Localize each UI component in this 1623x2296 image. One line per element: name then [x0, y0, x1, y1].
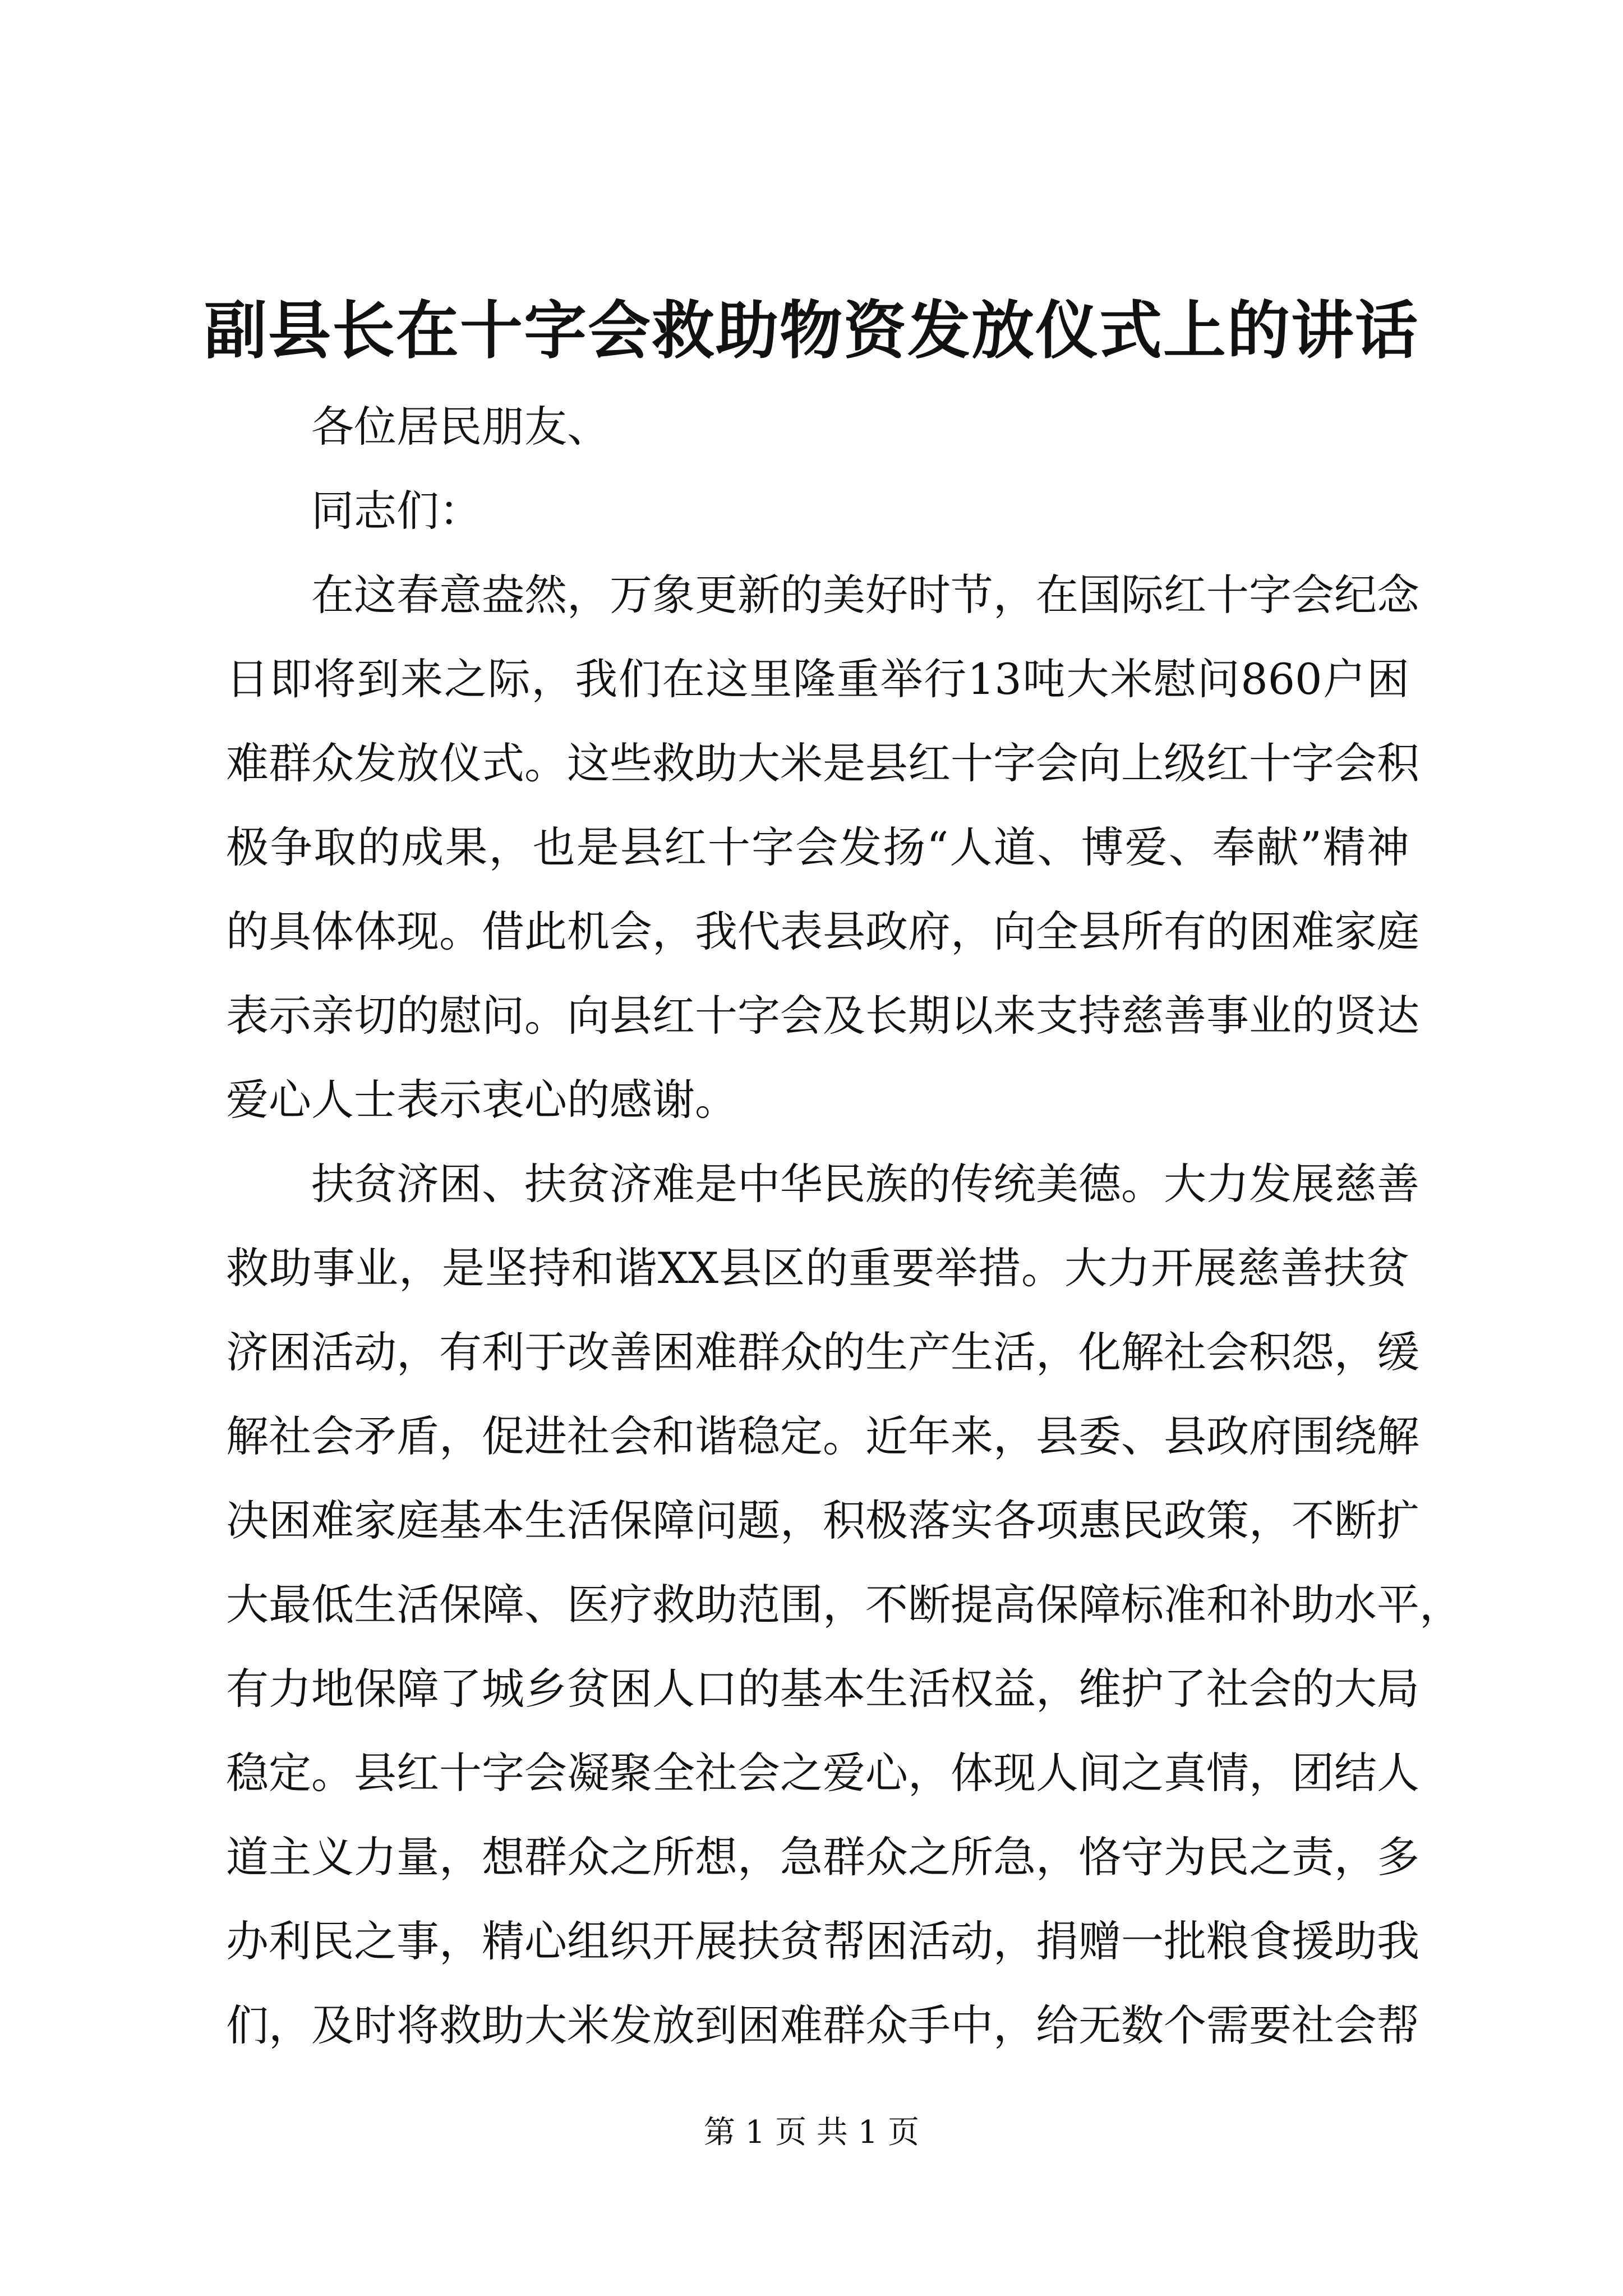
body-line: 各位居民朋友、 [311, 402, 610, 452]
body-line: 表示亲切的慰问。向县红十字会及长期以来支持慈善事业的贤达 [226, 991, 1419, 1041]
body-line: 爱心人士表示衷心的感谢。 [226, 1075, 737, 1125]
body-line: 稳定。县红十字会凝聚全社会之爱心，体现人间之真情，团结人 [226, 1748, 1419, 1798]
body-line: 有力地保障了城乡贫困人口的基本生活权益，维护了社会的大局 [226, 1664, 1419, 1714]
body-line: 们，及时将救助大米发放到困难群众手中，给无数个需要社会帮 [226, 2000, 1419, 2050]
body-line: 同志们： [311, 486, 482, 536]
body-line: 大最低生活保障、医疗救助范围，不断提高保障标准和补助水平， [226, 1580, 1462, 1630]
body-line: 在这春意盎然，万象更新的美好时节，在国际红十字会纪念 [311, 570, 1419, 620]
body-line: 日即将到来之际，我们在这里隆重举行13吨大米慰问860户困 [226, 654, 1409, 704]
body-line: 难群众发放仪式。这些救助大米是县红十字会向上级红十字会积 [226, 738, 1419, 788]
body-line: 的具体体现。借此机会，我代表县政府，向全县所有的困难家庭 [226, 907, 1419, 956]
body-line: 道主义力量，想群众之所想，急群众之所急，恪守为民之责，多 [226, 1832, 1419, 1882]
body-line: 办利民之事，精心组织开展扶贫帮困活动，捐赠一批粮食援助我 [226, 1916, 1419, 1966]
body-line: 扶贫济困、扶贫济难是中华民族的传统美德。大力发展慈善 [311, 1159, 1419, 1209]
body-line: 极争取的成果，也是县红十字会发扬“人道、博爱、奉献”精神 [226, 822, 1409, 872]
page-footer: 第 1 页 共 1 页 [703, 2114, 920, 2151]
document-title: 副县长在十字会救助物资发放仪式上的讲话 [204, 294, 1419, 367]
body-line: 决困难家庭基本生活保障问题，积极落实各项惠民政策，不断扩 [226, 1496, 1419, 1545]
body-line: 解社会矛盾，促进社会和谐稳定。近年来，县委、县政府围绕解 [226, 1411, 1419, 1461]
body-line: 济困活动，有利于改善困难群众的生产生活，化解社会积怨，缓 [226, 1327, 1419, 1377]
body-line: 救助事业，是坚持和谐XX县区的重要举措。大力开展慈善扶贫 [226, 1243, 1409, 1293]
